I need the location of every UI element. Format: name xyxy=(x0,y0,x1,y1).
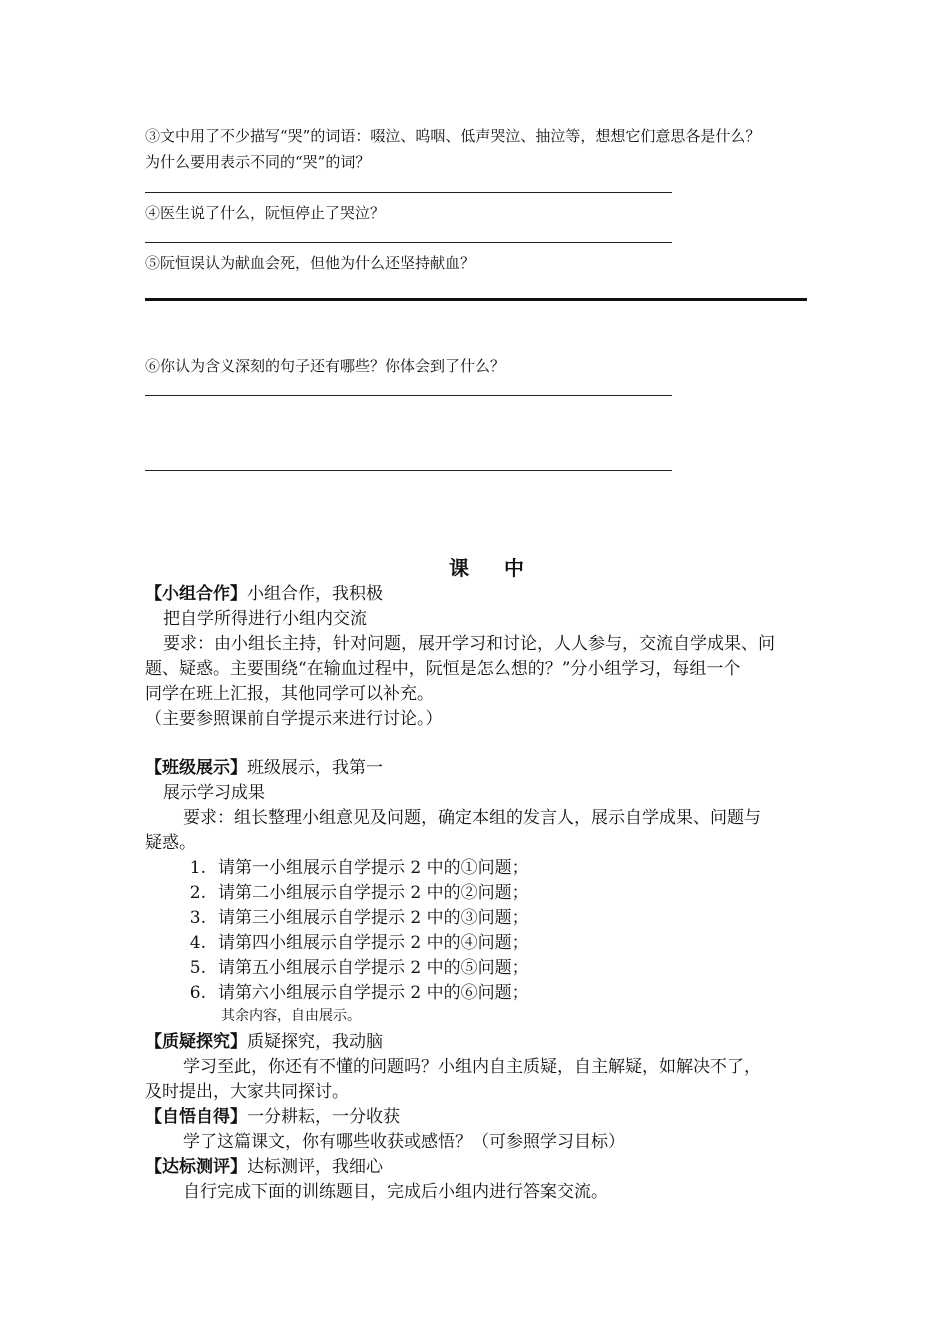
list-item-number: 3. xyxy=(189,908,206,928)
group-note: （主要参照课前自学提示来进行讨论。） xyxy=(145,709,443,729)
reflection-label: 【自悟自得】 xyxy=(145,1107,247,1127)
list-item xyxy=(184,978,529,1003)
list-item xyxy=(184,878,529,903)
list-item-number: 6. xyxy=(189,983,206,1003)
inquiry-label: 【质疑探究】 xyxy=(145,1032,247,1052)
answer-line xyxy=(145,395,672,396)
list-item xyxy=(184,903,529,928)
list-item xyxy=(184,928,529,953)
reflection-line-1: 学了这篇课文，你有哪些收获或感悟？（可参照学习目标） xyxy=(183,1132,625,1152)
section-title: 课 中 xyxy=(449,556,538,580)
question-5: ⑤阮恒误认为献血会死，但他为什么还坚持献血？ xyxy=(145,254,476,272)
class-show-rest: 其余内容，自由展示。 xyxy=(221,1008,361,1024)
inquiry-line-1: 学习至此，你还有不懂的问题吗？小组内自主质疑，自主解疑，如解决不了， xyxy=(183,1057,761,1077)
group-heading xyxy=(145,579,383,604)
group-requirement-2: 题、疑惑。主要围绕“在输血过程中，阮恒是怎么想的？”分小组学习，每组一个 xyxy=(145,659,741,679)
group-requirement-1: 要求：由小组长主持，针对问题，展开学习和讨论，人人参与，交流自学成果、问 xyxy=(163,634,775,654)
class-show-line-1: 展示学习成果 xyxy=(163,783,265,803)
test-line-1: 自行完成下面的训练题目，完成后小组内进行答案交流。 xyxy=(183,1182,608,1202)
class-show-slogan: 班级展示，我第一 xyxy=(247,758,383,778)
class-show-label: 【班级展示】 xyxy=(145,758,247,778)
list-item-text: 请第三小组展示自学提示 2 中的③问题； xyxy=(218,908,529,928)
list-item-text: 请第六小组展示自学提示 2 中的⑥问题； xyxy=(218,983,529,1003)
list-item xyxy=(184,853,529,878)
list-item-text: 请第五小组展示自学提示 2 中的⑤问题； xyxy=(218,958,529,978)
test-heading xyxy=(145,1152,383,1177)
question-3-line-1: ③文中用了不少描写“哭”的词语：啜泣、呜咽、低声哭泣、抽泣等，想想它们意思各是什么？ xyxy=(145,127,761,145)
group-line-1: 把自学所得进行小组内交流 xyxy=(163,609,367,629)
list-item-text: 请第二小组展示自学提示 2 中的②问题； xyxy=(218,883,529,903)
class-show-requirement-1: 要求：组长整理小组意见及问题，确定本组的发言人，展示自学成果、问题与 xyxy=(183,808,761,828)
test-label: 【达标测评】 xyxy=(145,1157,247,1177)
answer-line xyxy=(145,470,672,471)
list-item-number: 5. xyxy=(189,958,206,978)
question-3-line-2: 为什么要用表示不同的“哭”的词？ xyxy=(145,153,371,171)
list-item-number: 2. xyxy=(189,883,206,903)
inquiry-heading xyxy=(145,1027,383,1052)
inquiry-slogan: 质疑探究，我动脑 xyxy=(247,1032,383,1052)
test-slogan: 达标测评，我细心 xyxy=(247,1157,383,1177)
class-show-requirement-2: 疑惑。 xyxy=(145,833,196,853)
answer-line xyxy=(145,242,672,243)
list-item xyxy=(184,953,529,978)
reflection-slogan: 一分耕耘，一分收获 xyxy=(247,1107,400,1127)
answer-line-thick xyxy=(145,298,807,301)
class-show-heading xyxy=(145,753,383,778)
group-slogan: 小组合作，我积极 xyxy=(247,584,383,604)
question-4: ④医生说了什么，阮恒停止了哭泣？ xyxy=(145,204,386,222)
group-requirement-3: 同学在班上汇报，其他同学可以补充。 xyxy=(145,684,434,704)
list-item-text: 请第一小组展示自学提示 2 中的①问题； xyxy=(218,858,529,878)
group-label: 【小组合作】 xyxy=(145,584,247,604)
inquiry-line-2: 及时提出，大家共同探讨。 xyxy=(145,1082,349,1102)
list-item-number: 1. xyxy=(189,858,206,878)
reflection-heading xyxy=(145,1102,400,1127)
list-item-text: 请第四小组展示自学提示 2 中的④问题； xyxy=(218,933,529,953)
answer-line xyxy=(145,192,672,193)
list-item-number: 4. xyxy=(189,933,206,953)
question-6: ⑥你认为含义深刻的句子还有哪些？你体会到了什么？ xyxy=(145,357,506,375)
